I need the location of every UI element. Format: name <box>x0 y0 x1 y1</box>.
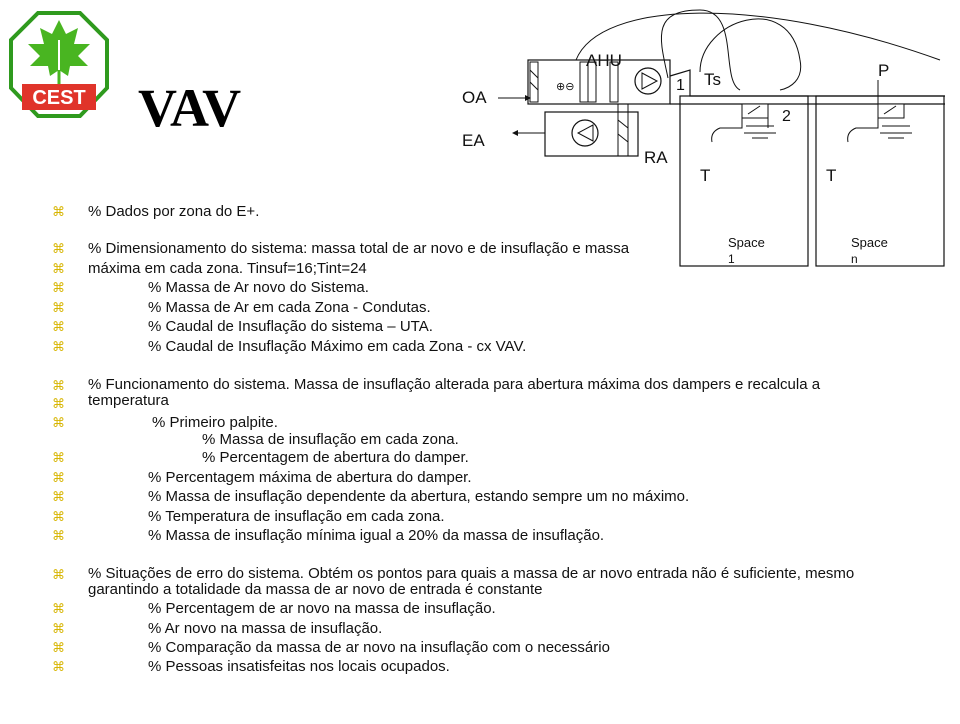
space-1-number: 1 <box>728 252 735 266</box>
text-line: % Ar novo na massa de insuflação. <box>148 620 383 637</box>
space-n-label: Space <box>851 235 888 250</box>
text-line: % Percentagem máxima de abertura do damper. <box>148 469 472 486</box>
bullet-icon: ⌘ <box>52 451 65 466</box>
text-line: % Caudal de Insuflação Máximo em cada Zona - cx VAV. <box>148 338 527 355</box>
bullet-icon: ⌘ <box>52 660 65 675</box>
filter-left <box>530 62 538 102</box>
bullet-icon: ⌘ <box>52 602 65 617</box>
bullet-icon: ⌘ <box>52 281 65 296</box>
ea-label: EA <box>462 131 485 150</box>
bullet-icon: ⌘ <box>52 379 65 394</box>
bullet-icon: ⌘ <box>52 490 65 505</box>
bullet-icon: ⌘ <box>52 242 65 257</box>
text-line: % Massa de insuflação mínima igual a 20% da massa de insuflação. <box>148 527 605 544</box>
page-title: VAV <box>138 78 242 138</box>
bullet-icon: ⌘ <box>52 397 65 412</box>
text-line: máxima em cada zona. Tinsuf=16;Tint=24 <box>88 260 367 277</box>
ahu-return-section <box>545 112 638 156</box>
space-1-label: Space <box>728 235 765 250</box>
text-line: % Primeiro palpite. <box>152 414 278 431</box>
bullet-icon: ⌘ <box>52 568 65 583</box>
bullet-icon: ⌘ <box>52 510 65 525</box>
pressure-label: P <box>878 61 890 80</box>
logo-text: CEST <box>32 87 86 109</box>
text-line: % Funcionamento do sistema. Massa de insuflação alterada para abertura máxima dos dampers e recalcula a temperatura <box>88 376 821 409</box>
thermostat-1-label: T <box>700 166 711 185</box>
text-line: % Caudal de Insuflação do sistema – UTA. <box>148 318 433 335</box>
oa-label: OA <box>462 88 487 107</box>
ahu-label: AHU <box>586 51 622 70</box>
node-2-label: 2 <box>782 108 791 125</box>
vav-system-diagram <box>440 0 960 275</box>
cest-logo <box>8 10 110 120</box>
text-line: % Pessoas insatisfeitas nos locais ocupados. <box>148 658 450 675</box>
bullet-icon: ⌘ <box>52 205 65 220</box>
vav-box-n <box>878 104 904 118</box>
ra-label: RA <box>644 148 668 167</box>
bullet-icon: ⌘ <box>52 529 65 544</box>
bullet-icon: ⌘ <box>52 641 65 656</box>
bullet-icon: ⌘ <box>52 262 65 277</box>
node-1-label: 1 <box>676 77 685 94</box>
text-line: % Comparação da massa de ar novo na insuflação com o necessário <box>148 639 610 656</box>
coil-symbols: ⊕⊖ <box>556 81 575 93</box>
text-line: % Massa de Ar em cada Zona - Condutas. <box>148 299 431 316</box>
text-line: % Temperatura de insuflação em cada zona. <box>148 508 445 525</box>
vav-box-1 <box>742 104 768 118</box>
bullet-icon: ⌘ <box>52 301 65 316</box>
ts-label: Ts <box>704 70 721 89</box>
bullet-icon: ⌘ <box>52 340 65 355</box>
text-line: % Situações de erro do sistema. Obtém os pontos para quais a massa de ar novo entrada não é suficiente, mesmo garantindo a totalidade da massa de ar novo de entrada é constante <box>88 565 855 598</box>
text-line: % Percentagem de ar novo na massa de insuflação. <box>148 600 496 617</box>
bullet-icon: ⌘ <box>52 471 65 486</box>
text-line: % Massa de Ar novo do Sistema. <box>148 279 369 296</box>
thermostat-n-label: T <box>826 166 837 185</box>
bullet-icon: ⌘ <box>52 320 65 335</box>
return-fan-icon <box>572 120 598 146</box>
bullet-icon: ⌘ <box>52 622 65 637</box>
text-line: % Massa de insuflação em cada zona. <box>202 431 459 448</box>
return-damper <box>618 112 628 156</box>
text-line: % Percentagem de abertura do damper. <box>202 449 469 466</box>
space-n-number: n <box>851 252 858 266</box>
text-line: % Dimensionamento do sistema: massa total de ar novo e de insuflação e massa <box>88 240 630 257</box>
bullet-icon: ⌘ <box>52 416 65 431</box>
text-line: % Massa de insuflação dependente da abertura, estando sempre um no máximo. <box>148 488 690 505</box>
text-line: % Dados por zona do E+. <box>88 203 260 220</box>
